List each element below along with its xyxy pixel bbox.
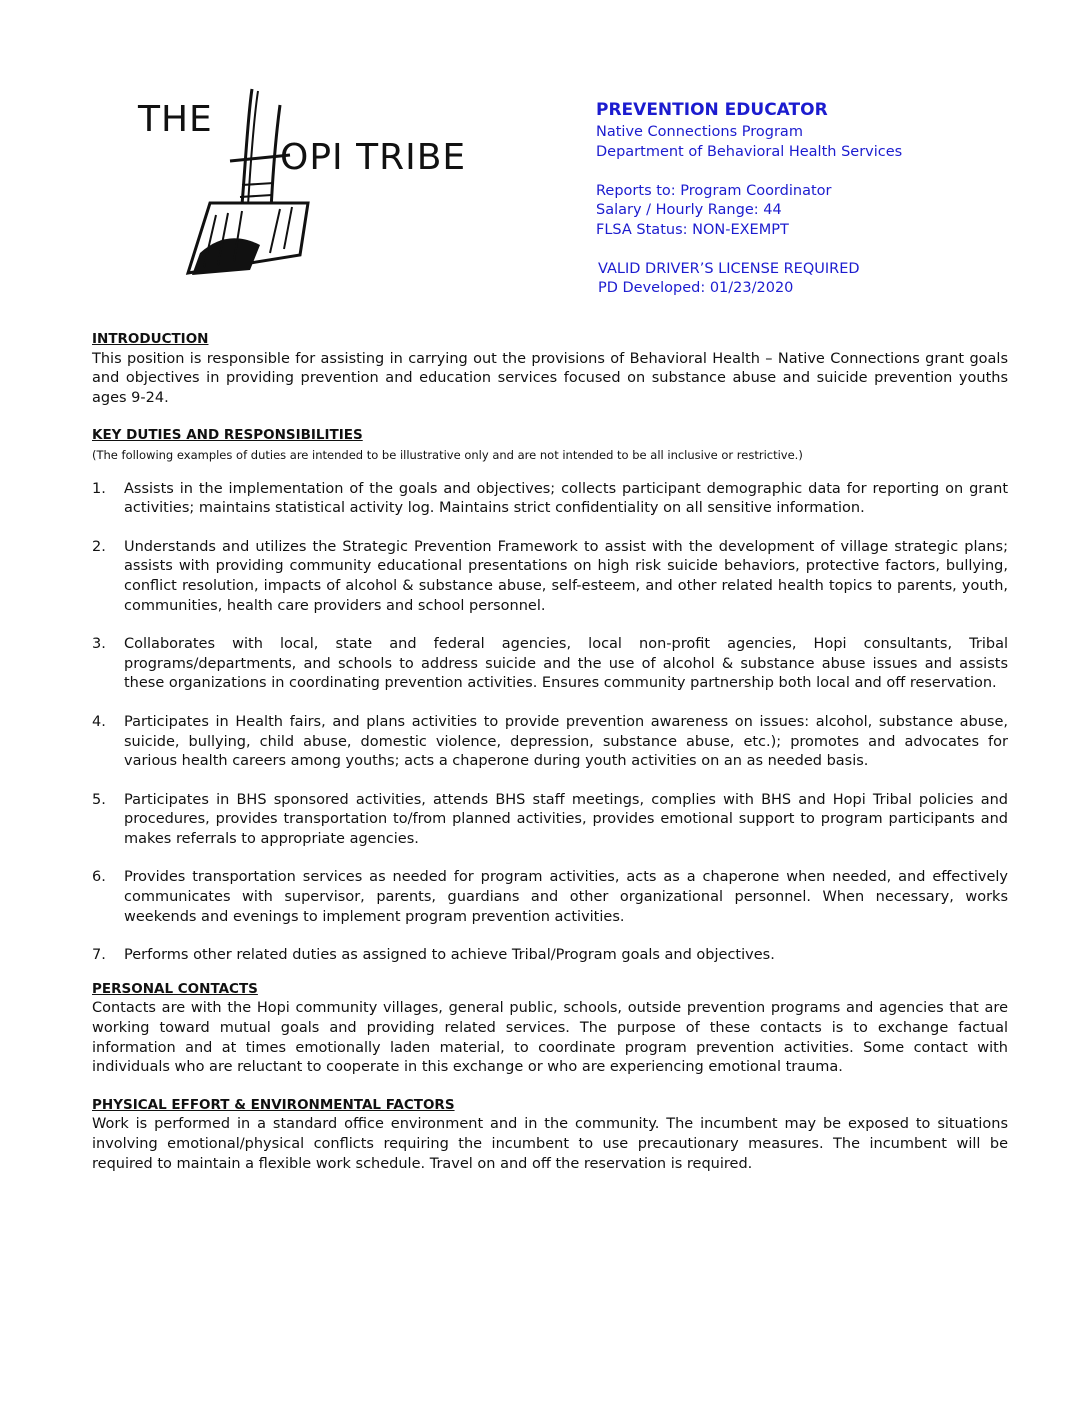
list-item-number: 5. xyxy=(92,791,106,808)
physical-text: Work is performed in a standard office environment and in the community. The incumbent may be exposed to situations involving emotional/physical conflicts requiring the incumbent to use precautionary measures. The incumbent will be required to maintain a flexible work schedule. Travel on and off the reservation is required. xyxy=(92,1116,1008,1172)
list-item-text: Understands and utilizes the Strategic Prevention Framework to assist with the development of village strategic plans; assists with providing community educational presentations on high risk suicide behaviors, protective factors, bullying, conflict resolution, impacts of alcohol & substance abuse, self-esteem, and other related health topics to parents, youth, communities, health care providers and school personnel. xyxy=(124,538,1008,614)
duties-list xyxy=(92,480,1008,966)
salary-range: Salary / Hourly Range: 44 xyxy=(596,202,782,218)
pd-developed-date: PD Developed: 01/23/2020 xyxy=(598,280,794,296)
reports-to: Reports to: Program Coordinator xyxy=(596,182,832,199)
physical-heading: PHYSICAL EFFORT & ENVIRONMENTAL FACTORS xyxy=(92,1096,455,1113)
job-header xyxy=(596,100,1016,299)
list-item-number: 6. xyxy=(92,869,106,886)
document-body xyxy=(92,330,1008,1192)
introduction-text: This position is responsible for assisting in carrying out the provisions of Behavioral Health – Native Connections grant goals and objectives in providing prevention and education services focused on substance abuse and suicide prevention youths ages 9-24. xyxy=(92,350,1008,406)
list-item xyxy=(92,635,1008,694)
introduction-section xyxy=(92,330,1008,408)
duties-section xyxy=(92,426,1008,965)
list-item-text: Assists in the implementation of the goals and objectives; collects participant demographic data for reporting on grant activities; maintains statistical activity log. Maintains strict confidentiality on all sensitive information. xyxy=(124,480,1008,517)
list-item-text: Participates in Health fairs, and plans activities to provide prevention awareness on issues: alcohol, substance abuse, suicide, bullying, child abuse, domestic violence, depression, substance abuse, etc.); promotes and advocates for various health careers among youths; acts a chaperone during youth activities on an as needed basis. xyxy=(124,713,1008,770)
list-item-number: 7. xyxy=(92,947,106,964)
duties-note: (The following examples of duties are intended to be illustrative only and are not intended to be all inclusive or restrictive.) xyxy=(92,447,803,462)
list-item xyxy=(92,538,1008,616)
contacts-text: Contacts are with the Hopi community villages, general public, schools, outside prevention programs and agencies that are working toward mutual goals and providing related services. The purpose of these contacts is to exchange factual information and at times emotionally laden material, to coordinate program prevention activities. Some contact with individuals who are reluctant to cooperate in this exchange or who are experiencing emotional trauma. xyxy=(92,1000,1008,1076)
department-name: Department of Behavioral Health Services xyxy=(596,143,903,160)
program-name: Native Connections Program xyxy=(596,124,803,140)
list-item-text: Participates in BHS sponsored activities, attends BHS staff meetings, complies with BHS and Hopi Tribal policies and procedures, provides transportation to/from planned activities, provides emotional support to program participants and makes referrals to appropriate agencies. xyxy=(124,791,1008,847)
physical-section xyxy=(92,1096,1008,1174)
contacts-section xyxy=(92,980,1008,1078)
license-requirement: VALID DRIVER’S LICENSE REQUIRED xyxy=(598,260,860,277)
job-title: PREVENTION EDUCATOR xyxy=(596,100,828,120)
list-item-number: 2. xyxy=(92,538,106,555)
duties-heading: KEY DUTIES AND RESPONSIBILITIES xyxy=(92,427,363,444)
list-item-text: Provides transportation services as needed for program activities, acts as a chaperone when needed, and effectively communicates with supervisor, parents, guardians and other organizational personnel. When necessary, works weekends and evenings to implement program prevention activities. xyxy=(124,869,1008,925)
list-item-text: Performs other related duties as assigned to achieve Tribal/Program goals and objectives. xyxy=(124,947,775,964)
list-item-number: 4. xyxy=(92,713,106,730)
hopi-tribe-logo xyxy=(130,85,480,285)
list-item xyxy=(92,868,1008,927)
contacts-heading: PERSONAL CONTACTS xyxy=(92,980,258,997)
list-item-number: 3. xyxy=(92,636,106,653)
list-item-number: 1. xyxy=(92,480,106,497)
logo-text-the: THE xyxy=(138,99,213,140)
list-item xyxy=(92,480,1008,519)
list-item xyxy=(92,946,1008,966)
list-item-text: Collaborates with local, state and federal agencies, local non-profit agencies, Hopi consultants, Tribal programs/departments, and schools to address suicide and the use of alcohol & substance abuse issues and assists these organizations in coordinating prevention activities. Ensures community partnership both local and off reservation. xyxy=(124,636,1008,692)
list-item xyxy=(92,713,1008,772)
introduction-heading: INTRODUCTION xyxy=(92,331,209,347)
logo-text-opi-tribe: OPI TRIBE xyxy=(280,137,467,178)
list-item xyxy=(92,791,1008,850)
flsa-status: FLSA Status: NON-EXEMPT xyxy=(596,221,789,238)
